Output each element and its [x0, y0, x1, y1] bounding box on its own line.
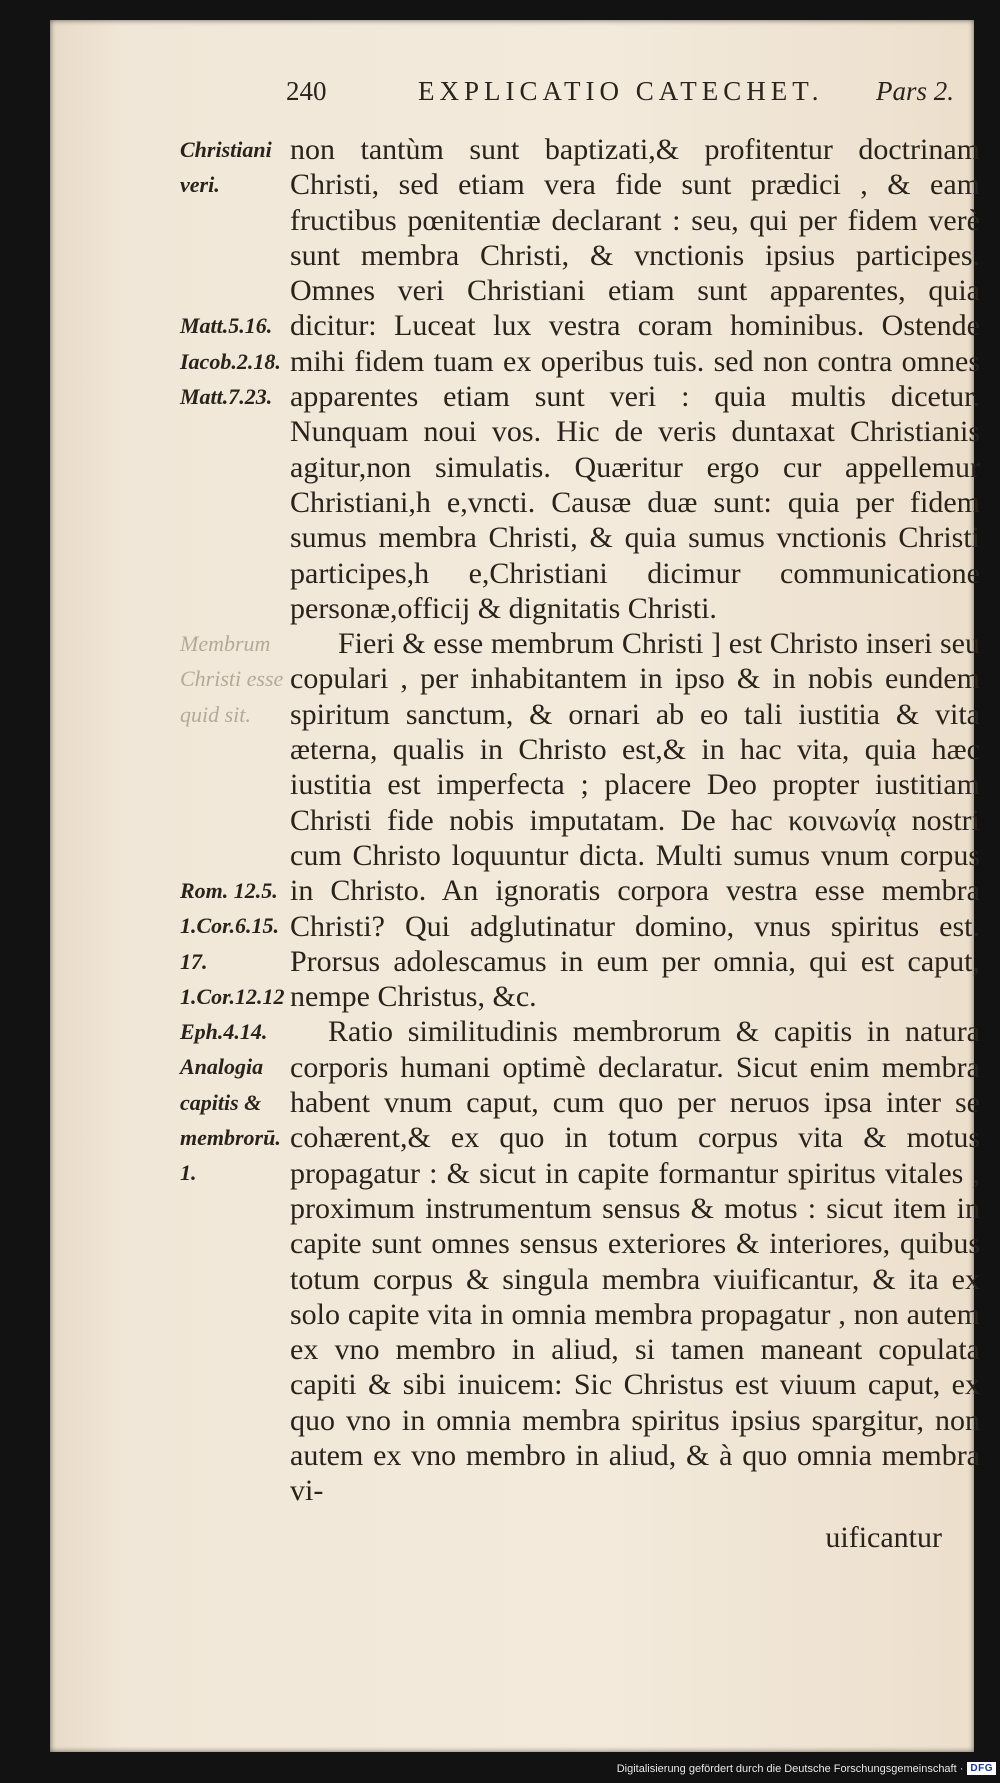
- dfg-logo: DFG: [967, 1762, 996, 1775]
- margin-note: quid sit.: [180, 702, 251, 727]
- margin-note: Matt.7.23.: [180, 384, 273, 409]
- catchword: uificantur: [825, 1521, 942, 1554]
- paragraph-christiani-veri: non tantùm sunt baptizati,& profitentur doctrinam Christi, sed etiam vera fide sunt prædici , & eam fructibus pœnitentiæ declarant : seu, qui per fidem verè sunt membra Christi, & vnctionis ipsius participes. Omnes veri Christiani etiam sunt apparentes, quia dicitur: Luceat lux vestra coram hominibus. Ostende mihi fidem tuam ex operibus tuis. sed non contra omnes apparentes etiam sunt veri : quia multis dicetur. Nunquam noui vos. Hic de veris duntaxat Christianis agitur,non simulatis. Quæritur ergo cur appellemur Christiani,h e,vncti. Causæ duæ sunt: quia per fidem sumus membra Christi, & quia sumus vnctionis Christi participes,h e,Christiani dicimur communicatione personæ,officij & dignitatis Christi.: [290, 133, 980, 625]
- running-title: EXPLICATIO CATECHET.: [418, 76, 824, 106]
- margin-note: Analogia: [180, 1054, 264, 1079]
- margin-note: 1.Cor.12.12: [180, 984, 285, 1009]
- margin-note: Eph.4.14.: [180, 1019, 268, 1044]
- margin-note: 17.: [180, 949, 208, 974]
- margin-note: Christiani: [180, 137, 272, 162]
- credit-text: Digitalisierung gefördert durch die Deutsche Forschungsgemeinschaft ·: [616, 1762, 964, 1775]
- margin-note: 1.Cor.6.15.: [180, 913, 280, 938]
- margin-note: membrorū.: [180, 1125, 281, 1150]
- digitization-credit: [617, 1762, 996, 1775]
- page-number: 240: [286, 76, 327, 106]
- book-page: [50, 20, 980, 1752]
- margin-note: Iacob.2.18.: [180, 349, 281, 374]
- paragraph-membrum-christi: Fieri & esse membrum Christi ] est Christo inseri seu copulari , per inhabitantem in ipso & in nobis eundem spiritum sanctum, & ornari ab eo tali iustitia & vita æterna, qualis in Christo est,& in hac vita, quia hæc iustitia est imperfecta ; placere Deo propter iustitiam Christi fide nobis imputatam. De hac κοινωνίᾳ nostri cum Christo loquuntur dicta. Multi sumus vnum corpus in Christo. An ignoratis corpora vestra esse membra Christi? Qui adglutinatur domino, vnus spiritus est. Prorsus adolescamus in eum per omnia, qui est caput, nempe Christus, &c.: [290, 627, 980, 1014]
- margin-note: Membrum: [180, 631, 271, 656]
- margin-note: veri.: [180, 172, 220, 197]
- margin-note: capitis &: [180, 1090, 262, 1115]
- main-text: [290, 132, 980, 1509]
- margin-note: Matt.5.16.: [180, 313, 273, 338]
- margin-note: Christi esse: [180, 666, 284, 691]
- margin-note: 1.: [180, 1160, 197, 1185]
- page-header: [286, 76, 966, 116]
- margin-note: Rom. 12.5.: [180, 878, 278, 903]
- part-label: Pars 2.: [875, 76, 954, 106]
- paragraph-analogia: Ratio similitudinis membrorum & capitis in natura corporis humani optimè declaratur. Sicut enim membra habent vnum caput, cum quo per neruos ipsa inter se cohærent,& ex quo in totum corpus vita & motus propagatur : & sicut in capite formantur spiritus vitales , proximum instrumentum sensus & motus : sicut item in capite sunt omnes sensus exteriores & interiores, quibus totum corpus & singula membra viuificantur, & ita ex solo capite vita in omnia membra propagatur , non autem ex vno membro in aliud, si tamen maneant copulata capiti & sibi inuicem: Sic Christus est viuum caput, ex quo vno in omnia membra spiritus ipsius spargitur, non autem ex vno membro in aliud, & à quo omnia membra vi-: [290, 1015, 980, 1508]
